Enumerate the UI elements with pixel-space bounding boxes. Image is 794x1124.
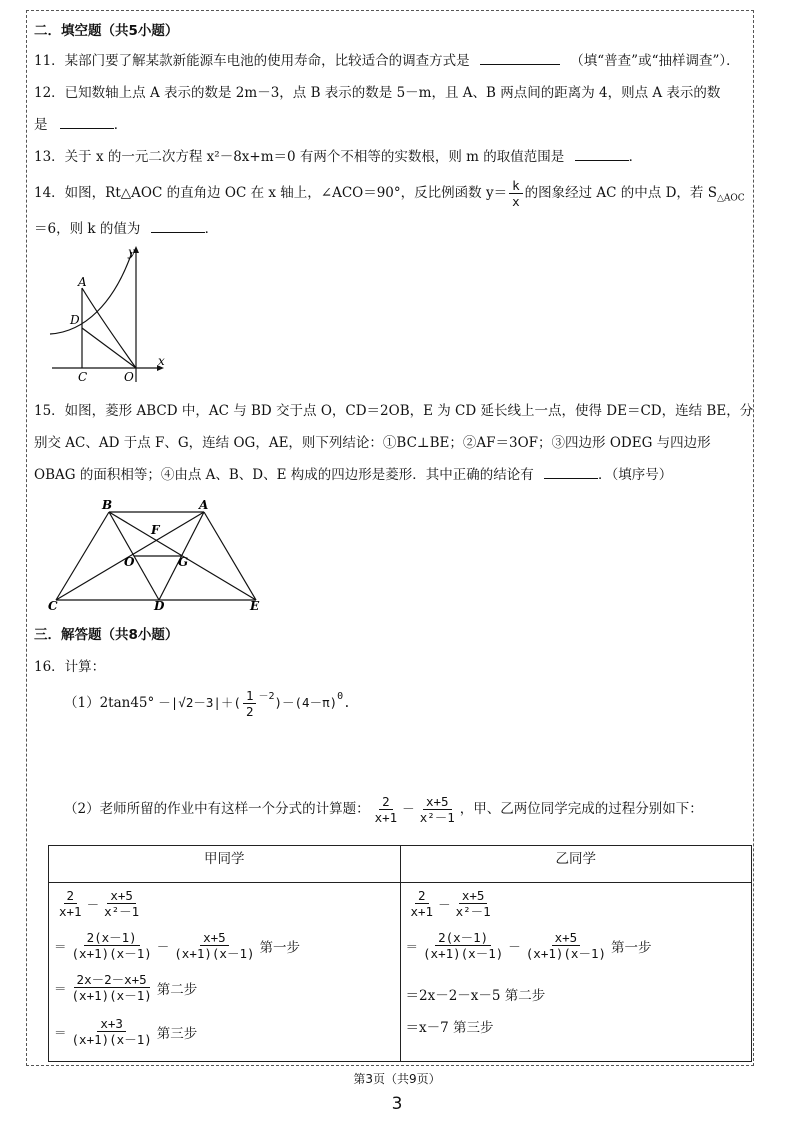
- question-15-line1: 15．如图，菱形 ABCD 中，AC 与 BD 交于点 O，CD＝2OB，E 为 CD 延长线上一点，使得 DE＝CD，连结 BE，分: [34, 403, 754, 419]
- segment-DO: [82, 328, 136, 368]
- label-A: A: [78, 275, 87, 289]
- question-14-line1: 14．如图，Rt△AOC 的直角边 OC 在 x 轴上，∠ACO＝90°，反比例函数 y＝ $\frac{k}{x}$ 的图象经过 AC 的中点 D，若 $S_{\triangle AOC}$: [34, 178, 745, 209]
- label-F: F: [151, 523, 160, 537]
- answer-blank-13[interactable]: [575, 148, 629, 161]
- label-D: D: [154, 599, 165, 612]
- label-C: C: [48, 599, 58, 612]
- label-C: C: [78, 370, 88, 384]
- hyperbola-curve: [50, 252, 132, 334]
- question-11: 11．某部门要了解某款新能源车电池的使用寿命，比较适合的调查方式是 （填“普查”或“抽样调查”）．: [34, 53, 740, 69]
- page-label: 第3页（共9页）: [353, 1072, 441, 1086]
- question-14-line2: ＝6，则 k 的值为 ．: [34, 221, 219, 237]
- figure-q14: [44, 244, 174, 384]
- label-y: y: [128, 245, 135, 259]
- segment-BC: [56, 512, 109, 600]
- header-yi: 乙同学: [400, 846, 752, 883]
- label-A: A: [199, 498, 209, 512]
- answer-blank-15[interactable]: [544, 466, 598, 479]
- label-O: O: [124, 555, 135, 569]
- label-D: D: [70, 313, 80, 327]
- question-12-line2: 是 ．: [34, 117, 128, 133]
- question-16-part2: （2）老师所留的作业中有这样一个分式的计算题： $\frac{2}{x+1}$ － $\frac{x+5}{\text{x²－1}}$ ，甲、乙两位同学完成的过程分别如下：: [64, 793, 703, 825]
- label-O: O: [124, 370, 134, 384]
- label-E: E: [250, 599, 260, 612]
- cell-jia: $\frac{2}{x+1}$ － $\frac{x+5}{\text{x²－1}}$ ＝ $\frac{2(x-1)}{(x+1)(x-1)}$ － $\frac{x+5}{(x+1)(x-1)}$ 第一步 ＝ $\frac{2x-2-x+5}{(x+1)(x-1)}$ 第二步 ＝ $\frac{x+3}{(x+1)(x-1)}$ 第三步: [49, 883, 401, 1062]
- answer-blank-12[interactable]: [60, 116, 114, 129]
- question-16-label: 16．计算：: [34, 659, 106, 675]
- answer-blank-11[interactable]: [480, 52, 560, 65]
- segment-AO: [82, 288, 136, 368]
- fraction-k-over-x: $\frac{k}{x}$: [509, 178, 523, 209]
- label-x: x: [158, 354, 165, 368]
- cell-yi: $\frac{2}{x+1}$ － $\frac{x+5}{\text{x²－1}}$ ＝ $\frac{2(x-1)}{(x+1)(x-1)}$ － $\frac{x+5}{(x+1)(x-1)}$ 第一步 ＝2x－2－x－5 第二步 ＝x－7 第三步: [400, 883, 752, 1062]
- header-jia: 甲同学: [49, 846, 401, 883]
- segment-AE: [204, 512, 256, 600]
- figure-q15: [44, 496, 274, 612]
- question-15-line2: 别交 AC、AD 于点 F、G，连结 OG，AE，则下列结论：①BC⊥BE；②AF＝3OF；③四边形 ODEG 与四边形: [34, 435, 711, 451]
- section2-title: 二．填空题（共5小题）: [34, 23, 179, 39]
- page-number: 3: [391, 1094, 403, 1114]
- question-13: 13．关于 x 的一元二次方程 x²－8x+m＝0 有两个不相等的实数根，则 m 的取值范围是 ．: [34, 149, 643, 165]
- question-16-part1: （1）2tan45° －|√2－3|＋( $\frac{1}{2}$ $^{-2}$ )－(4－π) $^0$ .: [64, 687, 351, 719]
- question-12-line1: 12．已知数轴上点 A 表示的数是 2m－3，点 B 表示的数是 5－m，且 A、B 两点间的距离为 4，则点 A 表示的数: [34, 85, 721, 101]
- solution-table: [48, 845, 752, 1062]
- label-B: B: [102, 498, 113, 512]
- question-15-line3: OBAG 的面积相等；④由点 A、B、D、E 构成的四边形是菱形．其中正确的结论有 ．（填序号）: [34, 467, 673, 483]
- answer-blank-14[interactable]: [151, 220, 205, 233]
- section3-title: 三．解答题（共8小题）: [34, 627, 179, 643]
- label-G: G: [178, 555, 189, 569]
